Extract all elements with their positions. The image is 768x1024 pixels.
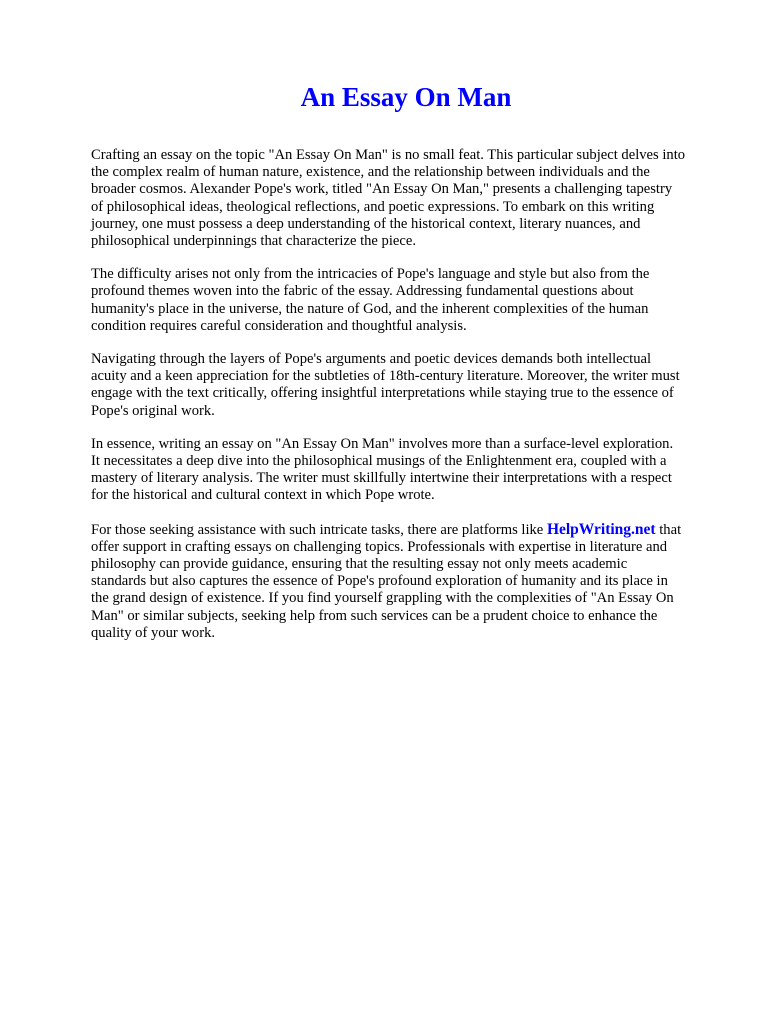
paragraph-3 [91,351,731,420]
text-line: offer support in crafting essays on challenging topics. Professionals with expertise in literature and [91,538,668,555]
text-line: quality of your work. [91,624,216,641]
text-line: journey, one must possess a deep understanding of the historical context, literary nuances, and [91,215,641,232]
text-line: acuity and a keen appreciation for the subtleties of 18th-century literature. Moreover, the writer must [91,368,680,385]
text-line: The difficulty arises not only from the intricacies of Pope's language and style but also from the [91,266,650,283]
text-line: broader cosmos. Alexander Pope's work, titled "An Essay On Man," presents a challenging tapestry [91,181,673,198]
text-line: It necessitates a deep dive into the philosophical musings of the Enlightenment era, coupled with a [91,453,667,470]
text-line: Crafting an essay on the topic "An Essay On Man" is no small feat. This particular subject delves into [91,147,686,163]
text-line: standards but also captures the essence of Pope's profound exploration of humanity and its place in [91,573,668,590]
text-line: Pope's original work. [91,402,215,419]
paragraph-2 [91,266,731,335]
text-line: for the historical and cultural context in which Pope wrote. [91,487,435,504]
text-line: the complex realm of human nature, existence, and the relationship between individuals and the [91,164,650,181]
text-line: In essence, writing an essay on "An Essay On Man" involves more than a surface-level exploration. [91,435,674,452]
paragraph-5 [91,521,731,642]
text-line: philosophy can provide guidance, ensuring that the resulting essay not only meets academic [91,556,628,573]
text-line: mastery of literary analysis. The writer must skillfully intertwine their interpretations with a respect [91,470,672,487]
text-segment: For those seeking assistance with such intricate tasks, there are platforms like [91,521,547,538]
text-segment: that [655,521,682,538]
text-line: Man" or similar subjects, seeking help from such services can be a prudent choice to enhance the [91,607,658,624]
text-line: condition requires careful consideration and thoughtful analysis. [91,317,467,334]
text-line: engage with the text critically, offering insightful interpretations while staying true to the essence of [91,385,674,402]
text-line: Navigating through the layers of Pope's arguments and poetic devices demands both intellectual [91,351,652,368]
text-line: philosophical underpinnings that characterize the piece. [91,233,416,250]
document-title: An Essay On Man [300,82,512,112]
paragraph-1 [91,147,731,250]
document-body [91,147,731,658]
helpwriting-link[interactable]: HelpWriting.net [546,520,656,538]
text-line: the grand design of existence. If you find yourself grappling with the complexities of "An Essay On [91,590,674,607]
text-line: humanity's place in the universe, the nature of God, and the inherent complexities of the human [91,300,649,317]
text-line-with-link [91,521,731,539]
text-line: of philosophical ideas, theological reflections, and poetic expressions. To embark on this writing [91,198,655,215]
text-line: profound themes woven into the fabric of the essay. Addressing fundamental questions about [91,283,634,300]
paragraph-4 [91,436,731,505]
